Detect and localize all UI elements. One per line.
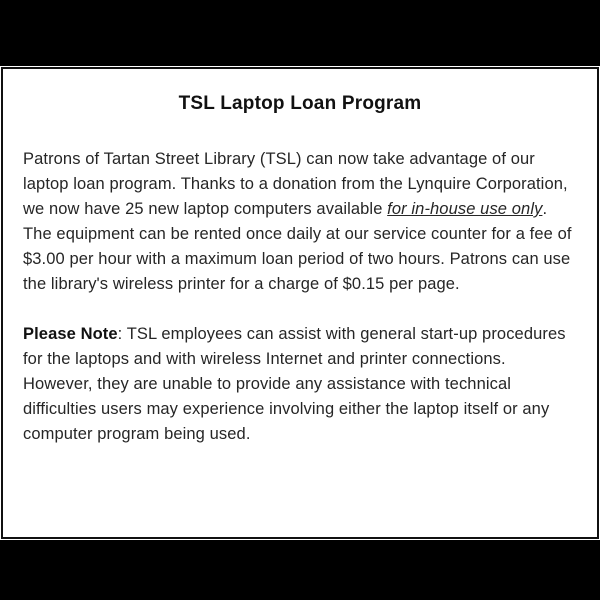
paragraph1-text-end: . The equipment can be rented once daily at our service counter for a fee of $3.00 per hour with a maximum loan period of two hours. Patrons can use the library's wireless printer for a charge of $0.15 per page. bbox=[23, 200, 572, 293]
paragraph1-emphasis-in-house-use: for in-house use only bbox=[387, 200, 543, 218]
paragraph2-text: : TSL employees can assist with general start-up procedures for the laptops and with wireless Internet and printer connections. However, they are unable to provide any assistance with technical difficulties users may experience involving either the laptop itself or any computer program being used. bbox=[23, 325, 566, 443]
paragraph2-lead-please-note: Please Note bbox=[23, 325, 118, 343]
paragraph-program-details bbox=[23, 147, 577, 297]
notice-card bbox=[1, 67, 599, 539]
paragraph-please-note bbox=[23, 322, 577, 447]
page-title: TSL Laptop Loan Program bbox=[178, 93, 422, 114]
paragraph1-text-start: Patrons of Tartan Street Library (TSL) can now take advantage of our laptop loan program. Thanks to a donation from the Lynquire Corporation, we now have 25 new laptop computers available bbox=[23, 150, 568, 218]
